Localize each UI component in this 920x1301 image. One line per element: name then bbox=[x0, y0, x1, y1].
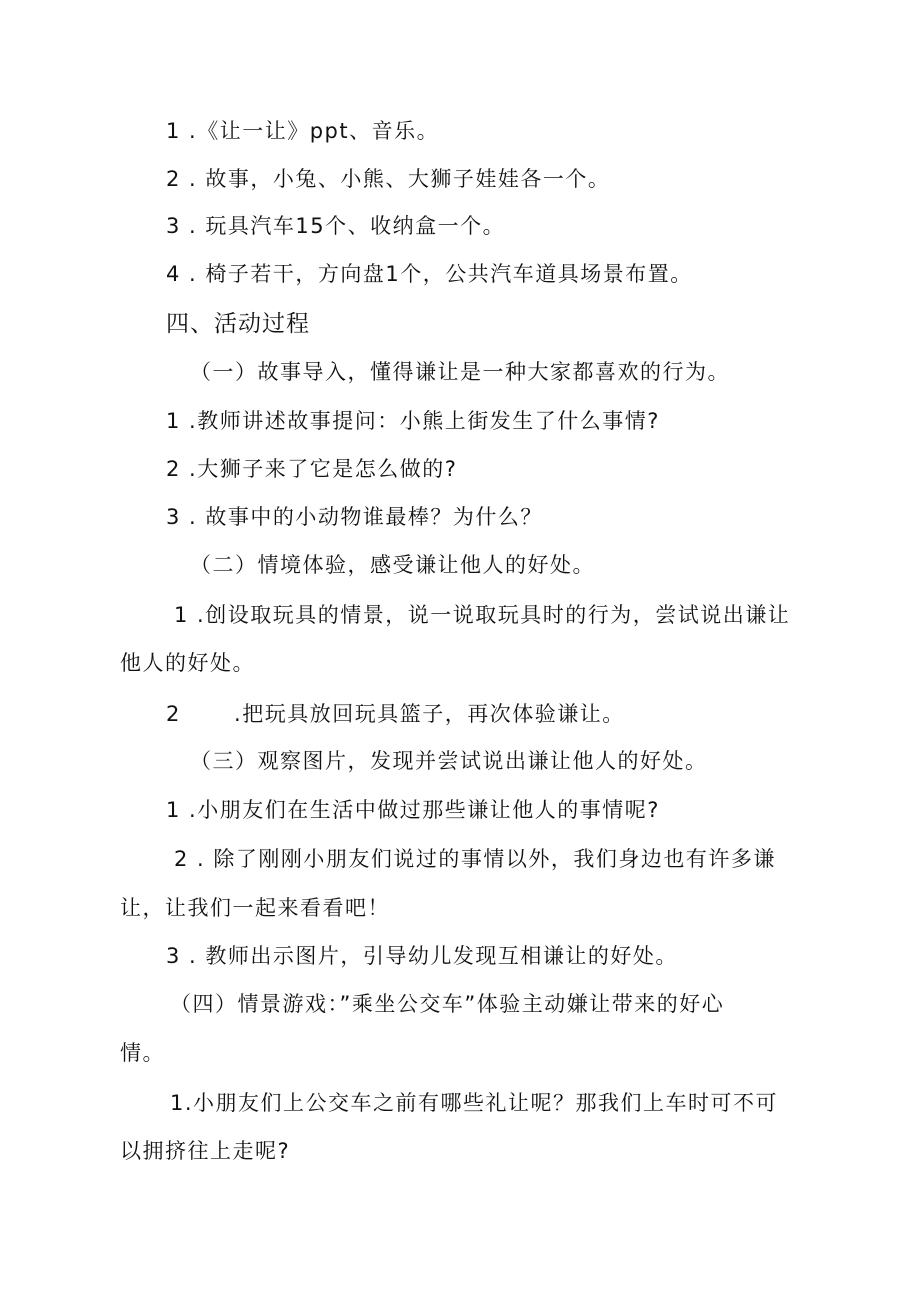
section-heading: 四、活动过程 bbox=[166, 311, 310, 337]
material-item-2: 2 . 故事，小兔、小熊、大狮子娃娃各一个。 bbox=[166, 167, 611, 191]
part2-item-2: 2 .把玩具放回玩具篮子，再次体验谦让。 bbox=[166, 702, 625, 726]
part4-title-line1: （四）情景游戏：”乘坐公交车”体验主动嫌让带来的好心 bbox=[170, 992, 725, 1016]
part4-title-line2: 情。 bbox=[120, 1041, 165, 1065]
material-item-4: 4 . 椅子若干，方向盘1个，公共汽车道具场景布置。 bbox=[166, 262, 693, 286]
part3-item-3: 3 . 教师出示图片，引导幼儿发现互相谦让的好处。 bbox=[166, 944, 678, 968]
part3-item-1: 1 .小朋友们在生活中做过那些谦让他人的事情呢? bbox=[166, 798, 660, 822]
part2-title: （二）情境体验，感受谦让他人的好处。 bbox=[190, 553, 595, 577]
part4-item-1-line1: 1.小朋友们上公交车之前有哪些礼让呢？那我们上车时可不可 bbox=[170, 1091, 779, 1115]
part1-item-3: 3 . 故事中的小动物谁最棒？为什么？ bbox=[166, 505, 543, 529]
part4-item-1-line2: 以拥挤往上走呢? bbox=[120, 1139, 291, 1163]
material-item-1: 1 .《让一让》ppt、音乐。 bbox=[166, 119, 440, 143]
part2-item-1-line1: 1 .创设取玩具的情景，说一说取玩具时的行为，尝试说出谦让 bbox=[174, 603, 791, 627]
part3-title: （三）观察图片，发现并尝试说出谦让他人的好处。 bbox=[190, 749, 708, 773]
part3-item-2-line2: 让，让我们一起来看看吧！ bbox=[120, 896, 390, 920]
part1-title: （一）故事导入，懂得谦让是一种大家都喜欢的行为。 bbox=[190, 360, 730, 384]
material-item-3: 3 . 玩具汽车15个、收纳盒一个。 bbox=[166, 214, 506, 238]
part1-item-2: 2 .大狮子来了它是怎么做的? bbox=[166, 457, 458, 481]
part2-item-1-line2: 他人的好处。 bbox=[120, 651, 255, 675]
part3-item-2-line1: 2 . 除了刚刚小朋友们说过的事情以外，我们身边也有许多谦 bbox=[174, 847, 776, 871]
part1-item-1: 1 .教师讲述故事提问：小熊上街发生了什么事情? bbox=[166, 409, 660, 433]
